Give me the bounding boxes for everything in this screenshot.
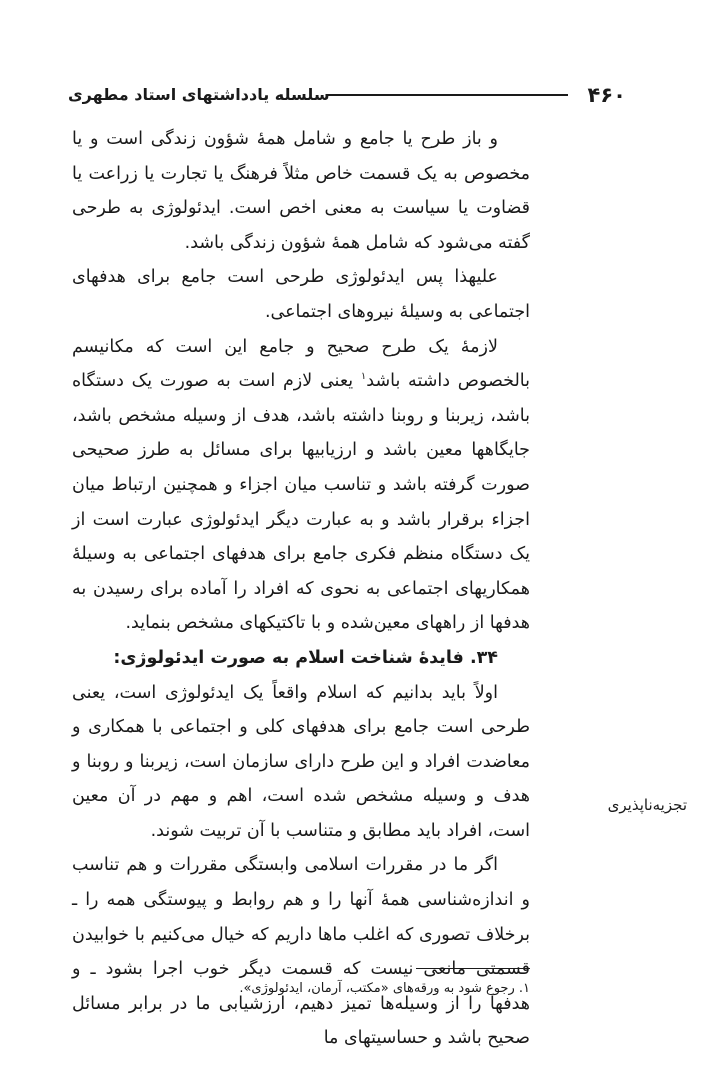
header-rule xyxy=(328,94,568,96)
paragraph-text: لازمهٔ یک طرح صحیح و جامع این است که مکانیسم بالخصوص داشته باشد xyxy=(72,336,530,392)
paragraph xyxy=(72,330,530,641)
paragraph: اولاً باید بدانیم که اسلام واقعاً یک ایدئولوژی است، یعنی طرحی است جامع برای هدفهای کلی و اجتماعی با همکاری و معاضدت افراد و این طرح دارای سازمان است، زیربنا و روبنا و هدف و وسیله مشخص شده است، اهم و مهم در آن معین است، افراد باید مطابق و متناسب با آن تربیت شوند. xyxy=(72,682,530,841)
section-heading: ۳۴. فایدهٔ شناخت اسلام به صورت ایدئولوژی: xyxy=(113,647,498,668)
footnote-reference[interactable]: ۱ xyxy=(360,371,367,383)
margin-note: تجزیه‌ناپذیری xyxy=(607,796,687,814)
paragraph: علیهذا پس ایدئولوژی طرحی است جامع برای هدفهای اجتماعی به وسیلهٔ نیروهای اجتماعی. xyxy=(72,267,530,322)
footnote-rule xyxy=(416,968,530,969)
page-header xyxy=(60,82,626,112)
page-number: ۴۶۰ xyxy=(587,83,626,107)
body-text xyxy=(72,122,530,1056)
footnote: ۱. رجوع شود به ورقه‌های «مکتب، آرمان، ایدئولوژی». xyxy=(239,981,530,996)
paragraph: و باز طرح یا جامع و شامل همهٔ شؤون زندگی است و یا مخصوص به یک قسمت خاص مثلاً فرهنگ یا تجارت یا زراعت یا قضاوت یا سیاست به معنی اخص است. ایدئولوژی به طرحی گفته می‌شود که شامل همهٔ شؤون زندگی باشد. xyxy=(72,129,530,253)
running-title: سلسله یادداشتهای استاد مطهری xyxy=(68,85,330,104)
paragraph: اگر ما در مقررات اسلامی وابستگی مقررات و هم تناسب و اندازه‌شناسی همهٔ آنها را و هم روابط و پیوستگی همه را ـ برخلاف تصوری که اغلب ماها داریم که خیال می‌کنیم با خوابیدن قسمتی مانعی نیست که قسمت دیگر خوب اجرا بشود ـ و هدفها را از وسیله‌ها تمیز دهیم، ارزشیابی ما در برابر مسائل صحیح باشد و حساسیتهای ما xyxy=(72,855,530,1049)
paragraph-text: یعنی لازم است به صورت یک دستگاه باشد، زیربنا و روبنا داشته باشد، هدف از وسیله مشخص باشد، جایگاهها معین باشد و ارزیابیها برای مسائل به طرز صحیحی صورت گرفته باشد و تناسب میان اجزاء و همچنین ارتباط میان اجزاء برقرار باشد و به عبارت دیگر ایدئولوژی عبارت است از یک دستگاه منظم فکری جامع برای هدفهای اجتماعی به وسیلهٔ همکاریهای اجتماعی به نحوی که افراد را آماده برای رسیدن به هدفها از راههای معین‌شده و با تاکتیکهای مشخص بنماید. xyxy=(72,371,530,634)
